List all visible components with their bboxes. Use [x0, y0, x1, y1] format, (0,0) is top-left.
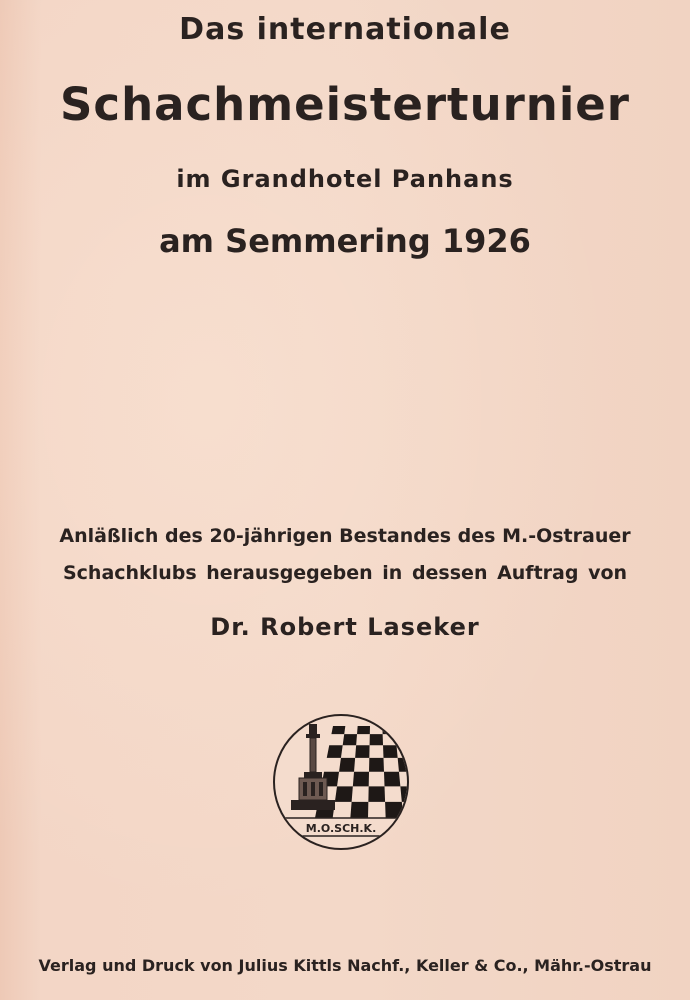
title-line-1: Das internationale — [179, 12, 511, 47]
board-square — [357, 726, 370, 734]
venue-line: im Grandhotel Panhans — [176, 165, 514, 193]
place-year-line: am Semmering 1926 — [159, 222, 531, 260]
board-square — [343, 734, 357, 745]
publisher-imprint: Verlag und Druck von Julius Kittls Nachf., Keller & Co., Mähr.-Ostrau — [38, 956, 652, 975]
board-square — [395, 734, 409, 745]
main-title: Schachmeisterturnier — [60, 78, 630, 131]
board-square — [368, 786, 385, 801]
board-square — [385, 802, 403, 818]
board-square — [335, 786, 353, 801]
board-square — [370, 734, 383, 745]
board-square — [383, 745, 398, 758]
emblem-label: M.O.SCH.K. — [305, 822, 377, 835]
board-square — [355, 745, 369, 758]
board-square — [384, 772, 400, 787]
occasion-line-1: Anläßlich des 20-jährigen Bestandes des M.-Ostrauer — [59, 525, 631, 547]
board-square — [369, 758, 384, 772]
board-square — [327, 745, 343, 758]
board-square — [350, 802, 368, 818]
occasion-line-2: Schachklubs herausgegeben in dessen Auftrag von — [62, 562, 628, 584]
board-square — [339, 758, 355, 772]
editor-name: Dr. Robert Laseker — [210, 613, 480, 641]
board-square — [353, 772, 369, 787]
chess-club-emblem — [271, 712, 411, 852]
board-square — [331, 726, 345, 734]
